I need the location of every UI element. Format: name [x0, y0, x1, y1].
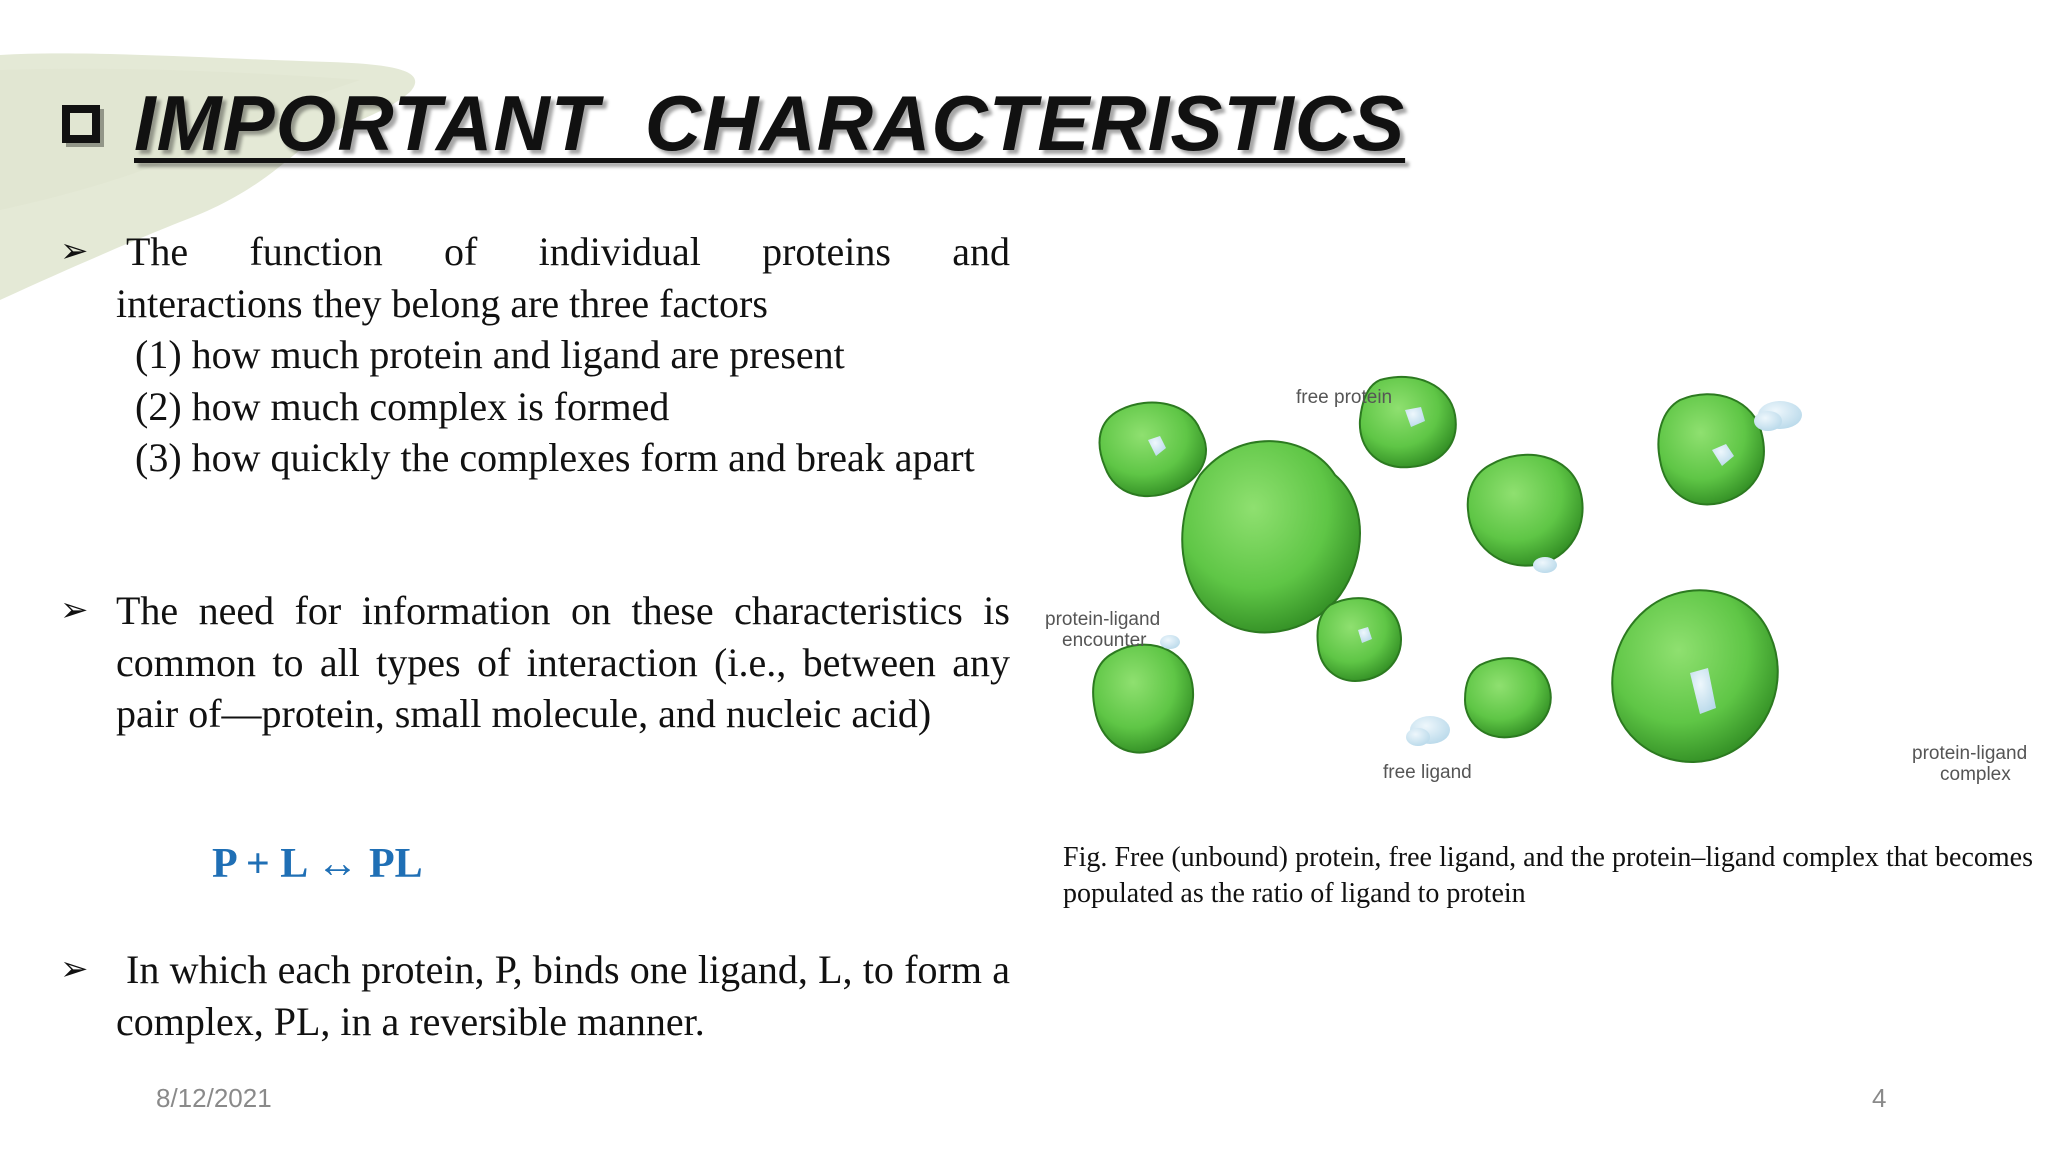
label-free-protein: free protein	[1296, 387, 1393, 408]
title-text: IMPORTANT CHARACTERISTICS	[134, 79, 1406, 167]
bullet-3-text: In which each protein, P, binds one ligand, L, to form a complex, PL, in a reversible manner.	[116, 947, 1010, 1044]
protein-blob	[1318, 598, 1401, 681]
bullet-2	[60, 585, 1010, 740]
protein-blob	[1612, 590, 1777, 762]
bullet-2-text: The need for information on these characteristics is common to all types of interaction (i.e., between any pair of—protein, small molecule, and nucleic acid)	[116, 588, 1010, 736]
label-encounter-1: protein-ligand	[1045, 609, 1161, 630]
ligand-blob	[1160, 635, 1180, 649]
bullet-1-lead: The function of individual proteins and	[126, 229, 1010, 274]
factor-2: (2) how much complex is formed	[135, 383, 670, 429]
protein-blob	[1100, 403, 1206, 497]
bullet-1	[60, 226, 1010, 484]
label-encounter-2: encounter	[1062, 630, 1147, 651]
arrow-bullet-icon: ➢	[60, 949, 89, 989]
factor-3: (3) how quickly the complexes form and break apart	[135, 435, 975, 480]
arrow-bullet-icon: ➢	[60, 231, 89, 271]
label-complex-1: protein-ligand	[1912, 743, 2028, 764]
arrow-bullet-icon: ➢	[60, 590, 89, 630]
slide-title	[62, 78, 1405, 169]
figure-caption: Fig. Free (unbound) protein, free ligand, and the protein–ligand complex that becomes populated as the ratio of ligand to protein	[1063, 842, 2033, 909]
ligand-blob	[1533, 557, 1557, 573]
binding-equation: P + L ↔ PL	[212, 841, 423, 887]
protein-blob	[1468, 455, 1583, 566]
empty-square-icon	[62, 105, 100, 143]
protein-blob	[1465, 658, 1551, 737]
bullet-3	[60, 944, 1010, 1047]
protein-ligand-figure	[1040, 355, 2040, 825]
bullet-1-cont: interactions they belong are three factors	[116, 280, 768, 326]
page-number: 4	[1872, 1083, 1887, 1113]
protein-blob	[1093, 645, 1193, 753]
protein-blob	[1658, 394, 1763, 504]
ligand-blob	[1406, 716, 1450, 746]
footer-date: 8/12/2021	[156, 1083, 272, 1113]
label-free-ligand: free ligand	[1383, 762, 1472, 783]
ligand-blob	[1754, 401, 1802, 431]
factor-1: (1) how much protein and ligand are present	[135, 332, 845, 377]
label-complex-2: complex	[1940, 764, 2011, 785]
